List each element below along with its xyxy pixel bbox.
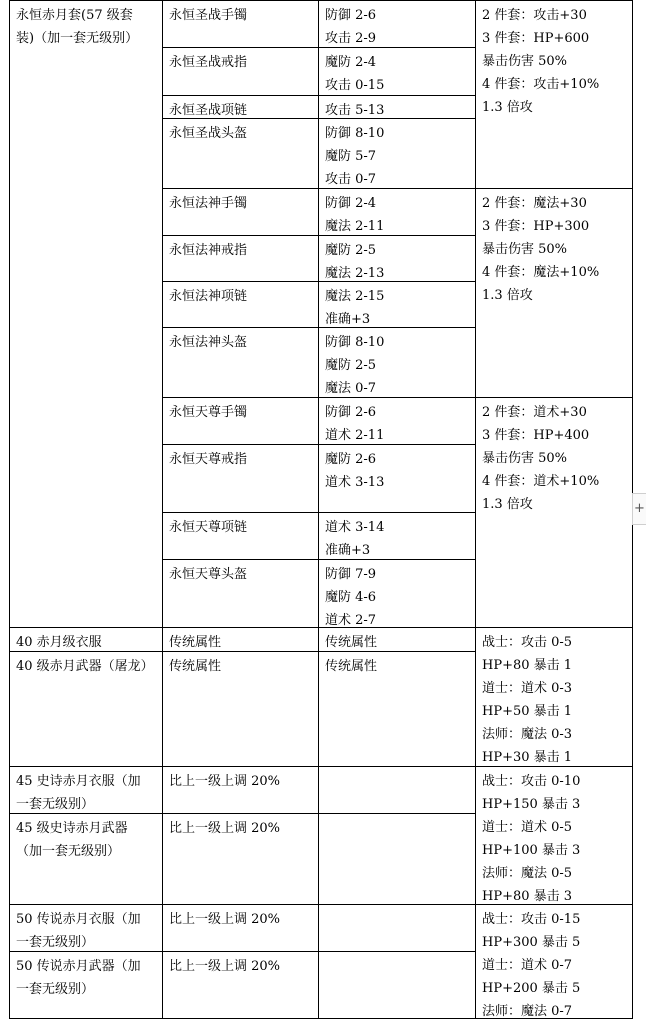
bonus-line: 3 件套：HP+400 [482, 428, 590, 443]
item-attr: 魔法 0-7 [325, 381, 377, 396]
item-attr: 攻击 2-9 [325, 31, 377, 46]
bonus-line: HP+200 暴击 5 [482, 981, 581, 996]
item-name-line: 45 级史诗赤月武器 [16, 821, 128, 836]
item-name-line: （加一套无级别） [16, 844, 121, 859]
item-attr: 传统属性 [169, 635, 222, 650]
bonus-line: 暴击伤害 50% [482, 54, 568, 69]
item-attr-cell [318, 512, 476, 560]
item-attr-cell [318, 327, 476, 398]
item-name-line: 50 传说赤月武器（加 [16, 959, 141, 974]
item-attr: 防御 7-9 [325, 567, 377, 582]
item-attr-cell [318, 281, 476, 328]
set50-weapon-col3-cell [318, 951, 476, 1019]
item-name: 40 级赤月武器（屠龙） [16, 659, 154, 674]
item-attr: 魔防 2-6 [325, 452, 377, 467]
item-attr: 传统属性 [325, 635, 378, 650]
item-attr: 防御 2-6 [325, 8, 377, 23]
set40-weapon-name-cell [9, 651, 163, 767]
item-attr: 传统属性 [169, 659, 222, 674]
bonus-line: 法师：魔法 0-5 [482, 866, 573, 881]
set45-armor-col3-cell [318, 766, 476, 814]
item-name-cell [162, 444, 319, 513]
item-name: 永恒圣战手镯 [169, 8, 248, 23]
item-attr: 比上一级上调 20% [169, 912, 281, 927]
item-name: 40 赤月级衣服 [16, 635, 102, 650]
bonus-line: HP+150 暴击 3 [482, 797, 581, 812]
item-attr: 攻击 0-15 [325, 78, 385, 93]
item-name: 永恒天尊手镯 [169, 405, 248, 420]
item-name-line: 一套无级别） [16, 982, 95, 997]
item-attr: 准确+3 [325, 543, 371, 558]
item-attr: 防御 8-10 [325, 126, 385, 141]
item-attr: 攻击 5-13 [325, 103, 385, 118]
item-attr: 防御 8-10 [325, 335, 385, 350]
bonus-line: 2 件套：攻击+30 [482, 8, 587, 23]
set40-armor-col2-cell [162, 627, 319, 652]
item-attr: 准确+3 [325, 312, 371, 327]
item-name: 永恒天尊头盔 [169, 567, 248, 582]
bonus-line: 4 件套：攻击+10% [482, 77, 600, 92]
item-name: 永恒法神手镯 [169, 196, 248, 211]
item-name: 永恒法神项链 [169, 289, 248, 304]
set50-weapon-name-cell [9, 951, 163, 1019]
item-attr: 魔法 2-13 [325, 266, 385, 281]
set50-weapon-col2-cell [162, 951, 319, 1019]
set50-bonus-cell [475, 904, 633, 1019]
set40-weapon-col2-cell [162, 651, 319, 767]
item-name: 永恒圣战项链 [169, 103, 248, 118]
bonus-line: 3 件套：HP+600 [482, 31, 590, 46]
item-attr: 比上一级上调 20% [169, 821, 281, 836]
item-name: 永恒圣战戒指 [169, 55, 248, 70]
bonus-line: 道士：道术 0-5 [482, 820, 573, 835]
set50-armor-col2-cell [162, 904, 319, 952]
bonus-line: HP+50 暴击 1 [482, 704, 573, 719]
set45-armor-name-cell [9, 766, 163, 814]
expand-handle-plus-icon[interactable]: + [632, 493, 646, 525]
bonus-line: HP+100 暴击 3 [482, 843, 581, 858]
item-attr: 魔防 2-4 [325, 55, 377, 70]
item-name-cell [162, 281, 319, 328]
bonus-line: 战士：攻击 0-10 [482, 774, 581, 789]
item-name: 永恒法神头盔 [169, 335, 248, 350]
set57-name-line: 装)（加一套无级别） [16, 31, 139, 46]
item-attr: 比上一级上调 20% [169, 774, 281, 789]
set40-weapon-col3-cell [318, 651, 476, 767]
item-attr-cell [318, 95, 476, 119]
item-name-line: 一套无级别） [16, 797, 95, 812]
item-name: 永恒法神戒指 [169, 243, 248, 258]
item-attr: 防御 2-4 [325, 196, 377, 211]
item-attr: 防御 2-6 [325, 405, 377, 420]
item-name-cell [162, 188, 319, 236]
item-name: 永恒圣战头盔 [169, 126, 248, 141]
bonus-line: 2 件套：魔法+30 [482, 196, 587, 211]
bonus-line: 1.3 倍攻 [482, 288, 533, 303]
set57-name-cell [9, 0, 163, 628]
item-attr: 比上一级上调 20% [169, 959, 281, 974]
item-name-cell [162, 47, 319, 96]
set45-weapon-name-cell [9, 813, 163, 905]
bonus-line: HP+80 暴击 1 [482, 658, 573, 673]
item-attr: 道术 3-14 [325, 520, 385, 535]
bonus-line: 1.3 倍攻 [482, 100, 533, 115]
set-bonus-cell [475, 0, 633, 189]
item-name-cell [162, 95, 319, 119]
item-attr: 魔防 4-6 [325, 590, 377, 605]
item-attr-cell [318, 188, 476, 236]
bonus-line: 1.3 倍攻 [482, 497, 533, 512]
item-attr-cell [318, 397, 476, 445]
item-attr: 魔防 5-7 [325, 149, 377, 164]
bonus-line: 法师：魔法 0-7 [482, 1004, 573, 1019]
item-attr: 道术 2-11 [325, 428, 385, 443]
item-name-cell [162, 235, 319, 282]
item-attr-cell [318, 47, 476, 96]
bonus-line: 暴击伤害 50% [482, 242, 568, 257]
set40-armor-name-cell [9, 627, 163, 652]
bonus-line: HP+300 暴击 5 [482, 935, 581, 950]
item-name-cell [162, 327, 319, 398]
bonus-line: 4 件套：魔法+10% [482, 265, 600, 280]
bonus-line: 法师：魔法 0-3 [482, 727, 573, 742]
item-attr: 魔法 2-15 [325, 289, 385, 304]
item-attr: 传统属性 [325, 659, 378, 674]
item-name: 永恒天尊戒指 [169, 452, 248, 467]
set45-armor-col2-cell [162, 766, 319, 814]
item-attr-cell [318, 235, 476, 282]
bonus-line: 战士：攻击 0-15 [482, 912, 581, 927]
bonus-line: HP+80 暴击 3 [482, 889, 573, 904]
item-name-cell [162, 512, 319, 560]
bonus-line: 道士：道术 0-7 [482, 958, 573, 973]
item-attr-cell [318, 0, 476, 48]
item-name-cell [162, 397, 319, 445]
item-name-line: 50 传说赤月衣服（加 [16, 912, 141, 927]
item-name-line: 45 史诗赤月衣服（加 [16, 774, 141, 789]
item-attr: 道术 3-13 [325, 475, 385, 490]
set45-weapon-col3-cell [318, 813, 476, 905]
item-name-cell [162, 118, 319, 189]
item-name-cell [162, 559, 319, 628]
item-attr-cell [318, 118, 476, 189]
bonus-line: 2 件套：道术+30 [482, 405, 587, 420]
item-attr: 魔法 2-11 [325, 219, 385, 234]
bonus-line: 3 件套：HP+300 [482, 219, 590, 234]
item-attr: 魔防 2-5 [325, 358, 377, 373]
item-attr-cell [318, 559, 476, 628]
set-bonus-cell [475, 397, 633, 628]
item-attr: 魔防 2-5 [325, 243, 377, 258]
bonus-line: HP+30 暴击 1 [482, 750, 573, 765]
bonus-line: 战士：攻击 0-5 [482, 635, 573, 650]
set40-armor-col3-cell [318, 627, 476, 652]
set40-bonus-cell [475, 627, 633, 767]
set45-weapon-col2-cell [162, 813, 319, 905]
item-attr: 攻击 0-7 [325, 172, 377, 187]
item-name-line: 一套无级别） [16, 935, 95, 950]
bonus-line: 4 件套：道术+10% [482, 474, 600, 489]
item-name: 永恒天尊项链 [169, 520, 248, 535]
bonus-line: 道士：道术 0-3 [482, 681, 573, 696]
item-name-cell [162, 0, 319, 48]
set50-armor-name-cell [9, 904, 163, 952]
set45-bonus-cell [475, 766, 633, 905]
item-attr: 道术 2-7 [325, 613, 377, 628]
set-bonus-cell [475, 188, 633, 398]
item-attr-cell [318, 444, 476, 513]
bonus-line: 暴击伤害 50% [482, 451, 568, 466]
set50-armor-col3-cell [318, 904, 476, 952]
set57-name-line: 永恒赤月套(57 级套 [16, 8, 133, 23]
